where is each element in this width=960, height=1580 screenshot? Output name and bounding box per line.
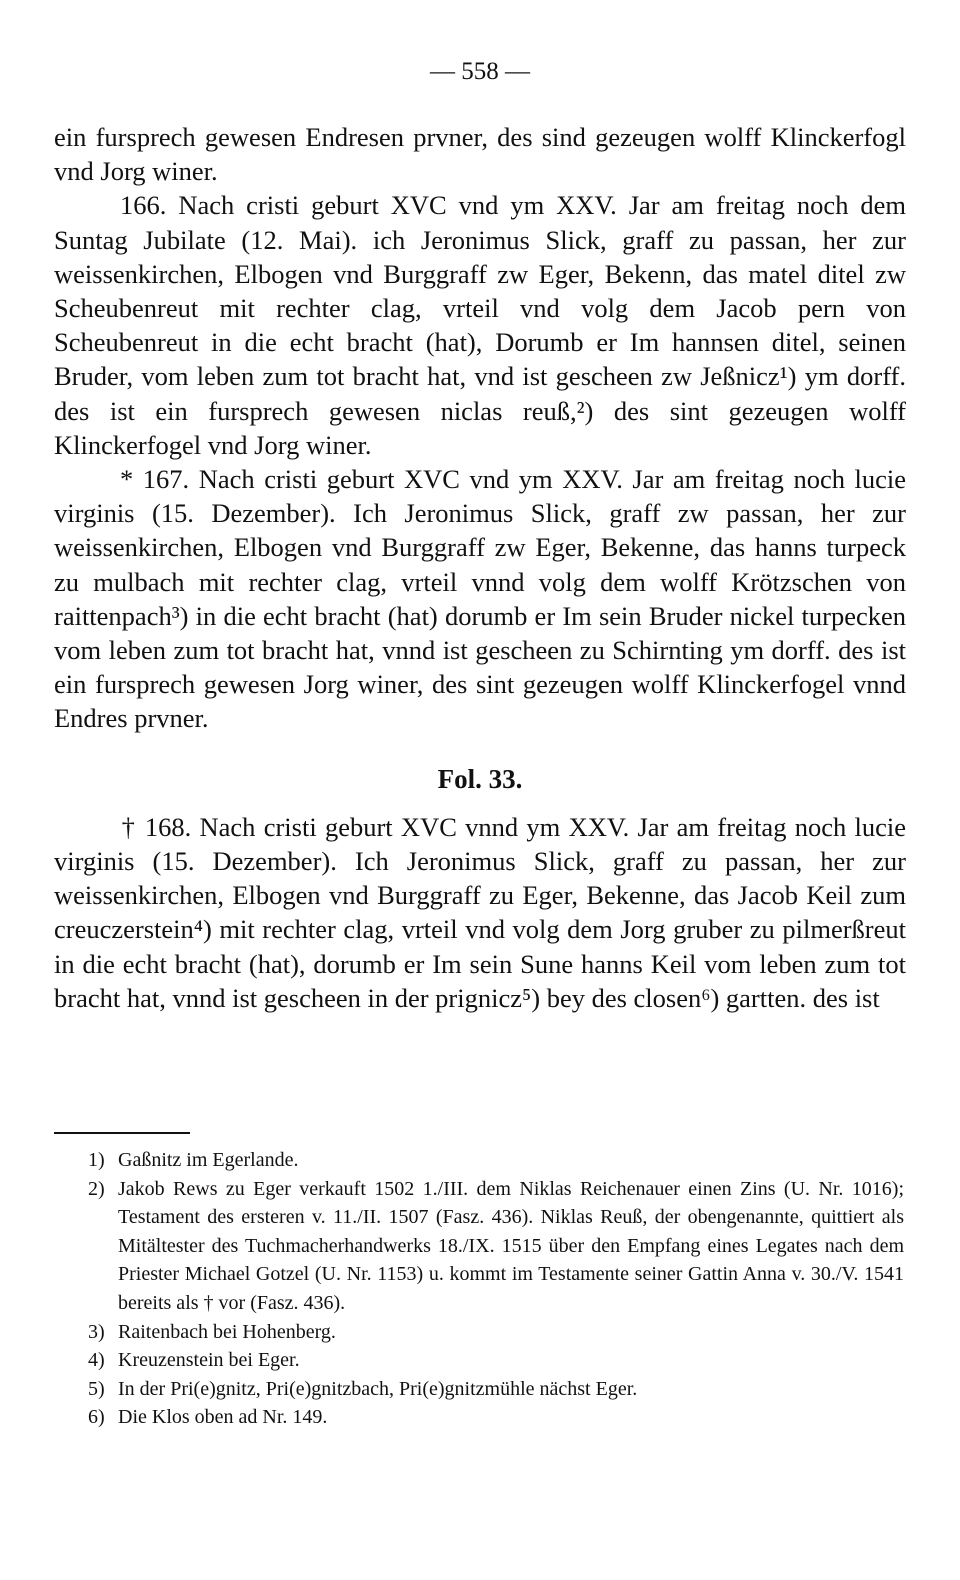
entry-number: 166. xyxy=(120,190,167,221)
entry-number: * 167. xyxy=(120,464,190,495)
footnote xyxy=(88,1375,904,1404)
page-number: — 558 — xyxy=(430,58,530,85)
footnote-text: Jakob Rews zu Eger verkauft 1502 1./III. dem Niklas Reichenauer einen Zins (U. Nr. 1016); Testament des ersteren v. 11./II. 1507 (Fasz. 436). Niklas Reuß, der obengenannte, quittiert als Mitältester des Tuchmacherhandwerks 18./IX. 1515 über den Empfang eines Legates nach dem Priester Michael Gotzel (U. Nr. 1153) u. kommt im Testamente seiner Gattin Anna v. 30./V. 1541 bereits als † vor (Fasz. 436). xyxy=(118,1177,904,1314)
footnote xyxy=(88,1318,904,1347)
entry-text: Nach cristi geburt XVC vnd ym XXV. Jar am freitag noch dem Suntag Jubilate (12. Mai). ich Jeronimus Slick, graff zu passan, her zur weissenkirchen, Elbogen vnd Burggraff zw Eger, Bekenn, das matel ditel zw Scheubenreut mit rechter clag, vrteil vnd volg dem Jacob pern von Scheubenreut in die echt bracht (hat), Dorumb er Im hannsen ditel, seinen Bruder, vom leben zum tot bracht hat, vnd ist gescheen zw Jeßnicz¹) ym dorff. des ist ein fursprech gewesen niclas reuß,²) des sint gezeugen wolff Klinckerfogel vnd Jorg winer. xyxy=(54,190,907,460)
footnote-number: 1) xyxy=(88,1149,105,1171)
footnote-text: In der Pri(e)gnitz, Pri(e)gnitzbach, Pri(e)gnitzmühle nächst Eger. xyxy=(118,1377,638,1400)
entry-text: Nach cristi geburt XVC vnnd ym XXV. Jar am freitag noch lucie virginis (15. Dezember). Ich Jeronimus Slick, graff zu passan, her zur weissenkirchen, Elbogen vnd Burggraff zu Eger, Bekenne, das Jacob Keil zum creuczerstein⁴) mit rechter clag, vrteil vnd volg dem Jorg gruber zu pilmerßreut in die echt bracht (hat), dorumb er Im sein Sune hanns Keil vom leben zum tot bracht hat, vnnd ist gescheen in der prignicz⁵) bey des closen⁶) gartten. des ist xyxy=(54,811,907,1013)
main-text xyxy=(54,120,906,1015)
footnote xyxy=(88,1403,904,1432)
entry-168 xyxy=(54,810,906,1015)
footnote-number: 4) xyxy=(88,1349,105,1372)
footnote-text: Kreuzenstein bei Eger. xyxy=(118,1349,300,1372)
footnote-text: Gaßnitz im Egerlande. xyxy=(118,1149,299,1171)
footnote-number: 3) xyxy=(88,1320,105,1343)
footnote xyxy=(88,1146,904,1175)
footnote-divider xyxy=(54,1132,190,1134)
entry-167 xyxy=(54,462,906,736)
footnote-number: 6) xyxy=(88,1406,105,1429)
entry-number: † 168. xyxy=(120,811,192,842)
footnote xyxy=(88,1175,904,1318)
folio-heading: Fol. 33. xyxy=(437,763,523,794)
footnotes xyxy=(88,1146,904,1432)
footnote-number: 2) xyxy=(88,1177,105,1200)
entry-166 xyxy=(54,188,906,462)
entry-text: Nach cristi geburt XVC vnd ym XXV. Jar am freitag noch lucie virginis (15. Dezember). Ich Jeronimus Slick, graff zw passan, her zur weissenkirchen, Elbogen vnd Burggraff zw Eger, Bekenne, das hanns turpeck zu mulbach mit rechter clag, vrteil vnnd volg dem wolff Krötzschen von raittenpach³) in die echt bracht (hat) dorumb er Im sein Bruder nickel turpecken vom leben zum tot bracht hat, vnnd ist gescheen zu Schirnting ym dorff. des ist ein fursprech gewesen Jorg winer, des sint gezeugen wolff Klinckerfogel vnnd Endres prvner. xyxy=(54,464,907,734)
paragraph-text: ein fursprech gewesen Endresen prvner, des sind gezeugen wolff Klinckerfogl vnd Jorg winer. xyxy=(54,122,906,187)
footnote-text: Raitenbach bei Hohenberg. xyxy=(118,1320,336,1343)
paragraph-continuation xyxy=(54,120,906,188)
footnote-text: Die Klos oben ad Nr. 149. xyxy=(118,1406,328,1429)
footnote xyxy=(88,1346,904,1375)
footnote-number: 5) xyxy=(88,1377,105,1400)
